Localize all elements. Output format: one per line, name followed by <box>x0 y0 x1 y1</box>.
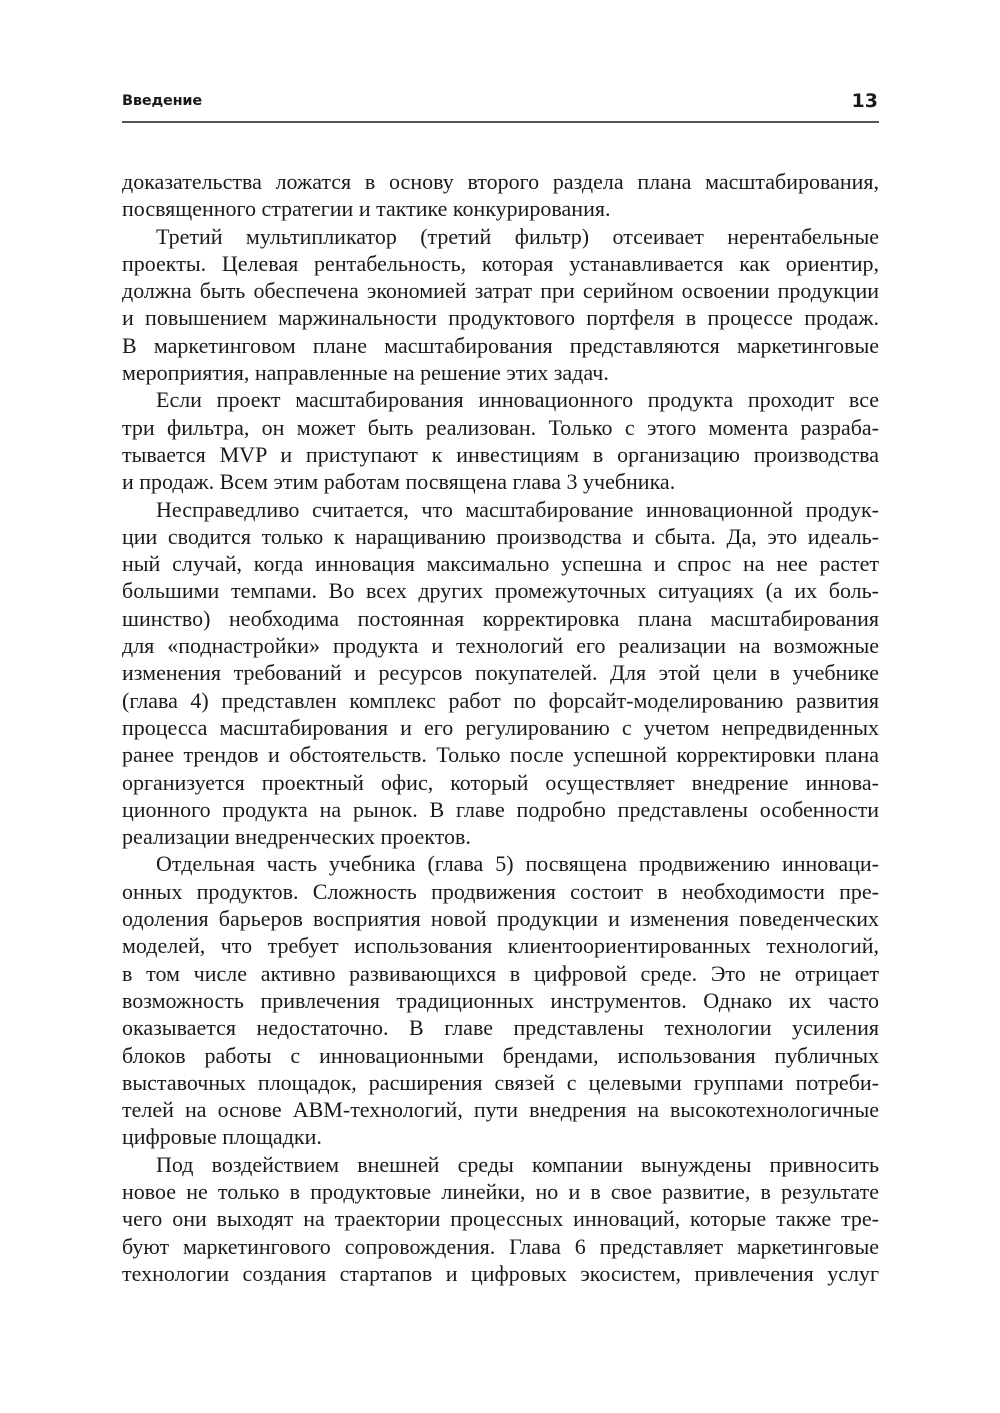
text-line: возможность привлечения традиционных инструментов. Однако их часто <box>122 987 879 1013</box>
text-line: большими темпами. Во всех других промежуточных ситуациях (а их боль- <box>122 578 879 604</box>
text-line: в том числе активно развивающихся в цифровой среде. Это не отрицает <box>122 960 879 986</box>
text-line: Третий мультипликатор (третий фильтр) отсеивает нерентабельные <box>156 223 879 249</box>
text-line: изменения требований и ресурсов покупателей. Для этой цели в учебнике <box>122 660 879 686</box>
text-line: новое не только в продуктовые линейки, но и в свое развитие, в результате <box>122 1178 879 1204</box>
text-line: и повышением маржинальности продуктового портфеля в процессе продаж. <box>122 305 879 331</box>
text-line: мероприятия, направленные на решение этих задач. <box>122 360 609 386</box>
text-line: Несправедливо считается, что масштабирование инновационной продук- <box>156 496 879 522</box>
text-line: одоления барьеров восприятия новой продукции и изменения поведенческих <box>122 906 879 932</box>
text-line: шинство) необходима постоянная корректировка плана масштабирования <box>122 605 879 631</box>
page-number: 13 <box>851 90 878 112</box>
text-line: цифровые площадки. <box>122 1124 322 1150</box>
text-line: ционного продукта на рынок. В главе подробно представлены особенности <box>122 796 879 822</box>
text-line: Если проект масштабирования инновационного продукта проходит все <box>156 387 879 413</box>
text-line: ранее трендов и обстоятельств. Только после успешной корректировки плана <box>122 742 879 768</box>
paragraph <box>122 168 879 223</box>
text-line: моделей, что требует использования клиентоориентированных технологий, <box>122 933 879 959</box>
text-line: должна быть обеспечена экономией затрат при серийном освоении продукции <box>122 278 879 304</box>
paragraph <box>122 496 879 851</box>
body-text <box>122 168 879 1287</box>
text-line: тывается MVP и приступают к инвестициям в организацию производства <box>122 441 879 467</box>
text-line: выставочных площадок, расширения связей с целевыми группами потреби- <box>122 1069 879 1095</box>
text-line: посвященного стратегии и тактике конкурирования. <box>122 196 611 222</box>
paragraph <box>122 1151 879 1287</box>
text-line: Под воздействием внешней среды компании вынуждены привносить <box>156 1151 879 1177</box>
text-line: реализации внедренческих проектов. <box>122 824 471 850</box>
text-line: блоков работы с инновационными брендами, использования публичных <box>122 1042 879 1068</box>
text-line: буют маркетингового сопровождения. Глава 6 представляет маркетинговые <box>122 1233 879 1259</box>
paragraph <box>122 850 879 1150</box>
text-line: процесса масштабирования и его регулированию с учетом непредвиденных <box>122 714 879 740</box>
text-line: и продаж. Всем этим работам посвящена глава 3 учебника. <box>122 469 676 495</box>
text-line: ный случай, когда инновация максимально успешна и спрос на нее растет <box>122 551 879 577</box>
running-header <box>122 92 878 122</box>
text-line: проекты. Целевая рентабельность, которая устанавливается как ориентир, <box>122 250 879 276</box>
section-title: Введение <box>122 93 203 109</box>
text-line: онных продуктов. Сложность продвижения состоит в необходимости пре- <box>122 878 879 904</box>
text-line: доказательства ложатся в основу второго раздела плана масштабирования, <box>122 169 879 194</box>
text-line: Отдельная часть учебника (глава 5) посвящена продвижению инноваци- <box>156 851 879 877</box>
text-line: В маркетинговом плане масштабирования представляются маркетинговые <box>122 332 879 358</box>
paragraph <box>122 386 879 495</box>
text-line: для «поднастройки» продукта и технологий его реализации на возможные <box>122 633 879 659</box>
text-line: чего они выходят на траектории процессных инноваций, которые также тре- <box>122 1206 879 1232</box>
text-line: ции сводится только к наращиванию производства и сбыта. Да, это идеаль- <box>122 523 879 549</box>
text-line: телей на основе ABM-технологий, пути внедрения на высокотехнологичные <box>122 1097 879 1123</box>
paragraph <box>122 223 879 387</box>
text-line: оказывается недостаточно. В главе представлены технологии усиления <box>122 1015 879 1041</box>
text-line: (глава 4) представлен комплекс работ по форсайт-моделированию развития <box>122 687 879 713</box>
text-line: три фильтра, он может быть реализован. Только с этого момента разраба- <box>122 414 879 440</box>
text-line: организуется проектный офис, который осуществляет внедрение иннова- <box>122 769 879 795</box>
header-rule <box>122 121 879 123</box>
text-line: технологии создания стартапов и цифровых экосистем, привлечения услуг <box>122 1260 879 1286</box>
